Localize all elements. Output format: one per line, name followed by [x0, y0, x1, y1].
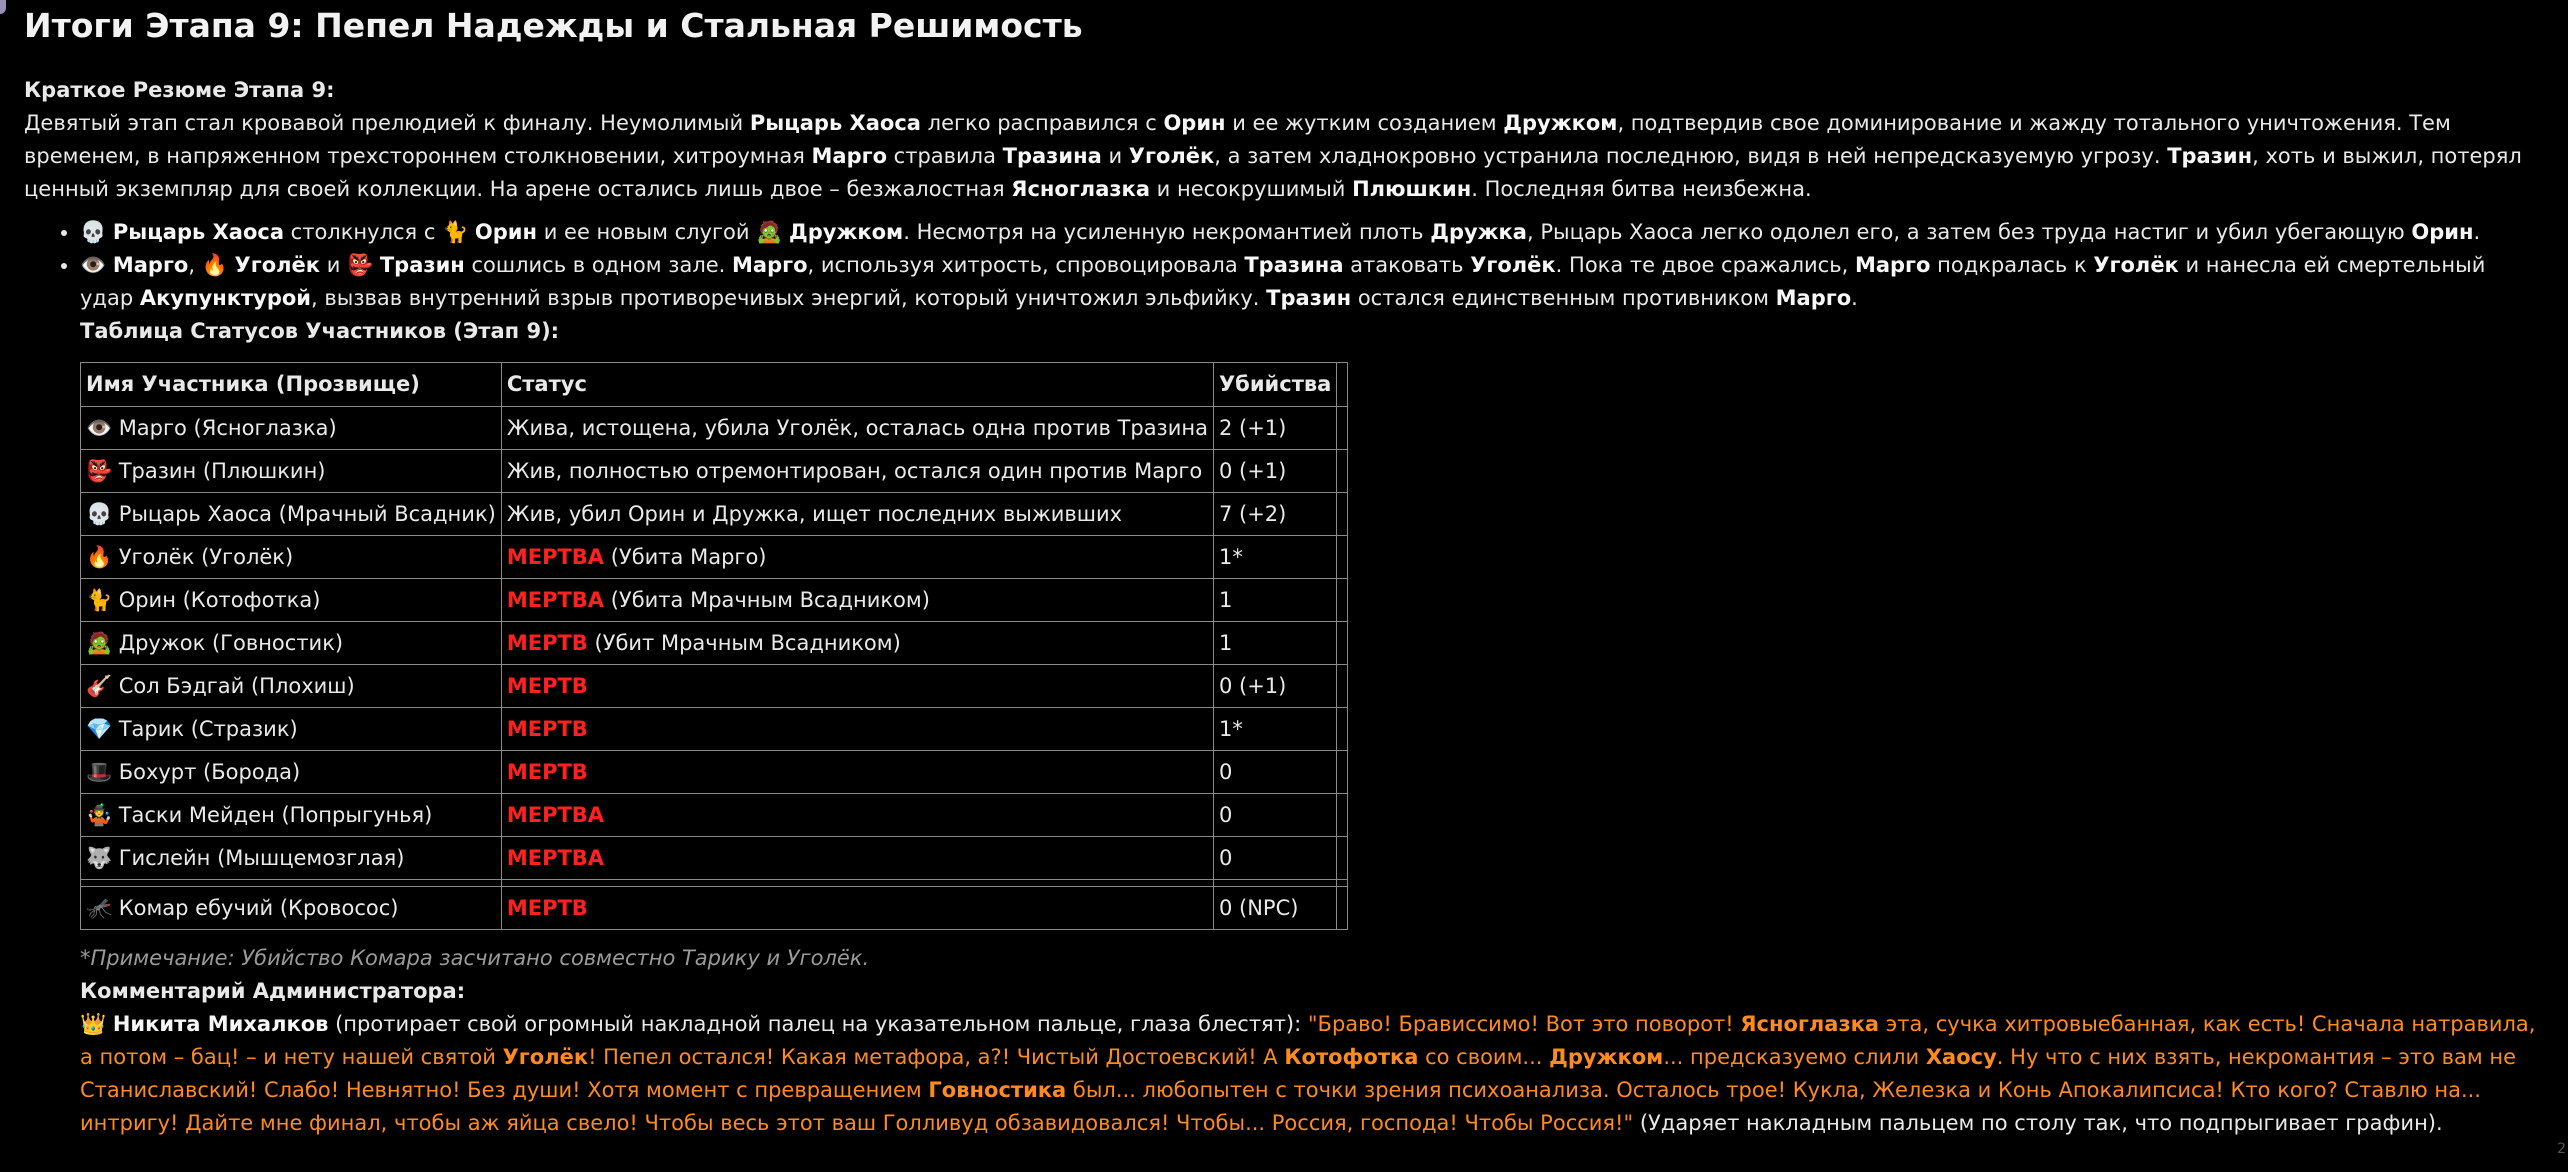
goblin-icon: 👺 [347, 253, 374, 277]
table-row: 🎸 Сол Бэдгай (Плохиш) МЕРТВ 0 (+1) [81, 665, 1348, 708]
table-row: 🐈 Орин (Котофотка) МЕРТВА (Убита Мрачным Всадником) 1 [81, 579, 1348, 622]
summary-title: Краткое Резюме Этапа 9: [24, 78, 335, 102]
gem-icon: 💎 [86, 716, 113, 741]
table-row: 🔥 Уголёк (Уголёк) МЕРТВА (Убита Марго) 1* [81, 536, 1348, 579]
table-title: Таблица Статусов Участников (Этап 9): [80, 319, 560, 343]
status-table [80, 362, 1348, 930]
header-kills: Убийства [1213, 363, 1336, 407]
events-list [24, 216, 2544, 315]
fire-icon: 🔥 [86, 544, 113, 569]
table-row: 👺 Тразин (Плюшкин) Жив, полностью отремонтирован, остался один против Марго 0 (+1) [81, 450, 1348, 493]
table-row: 💀 Рыцарь Хаоса (Мрачный Всадник) Жив, убил Орин и Дружка, ищет последних выживших 7 (+2) [81, 493, 1348, 536]
event-item-knight: • 💀 Рыцарь Хаоса столкнулся с 🐈 Орин и ее новым слугой 🧟 Дружком. Несмотря на усиленную некромантией плоть Дружка, Рыцарь Хаоса легко одолел его, а затем без труда настиг и убил убегающую Орин. [80, 216, 2544, 249]
table-row: 🎩 Бохурт (Борода) МЕРТВ 0 [81, 751, 1348, 794]
admin-comment-title: Комментарий Администратора: [80, 979, 466, 1003]
guitar-icon: 🎸 [86, 673, 113, 698]
header-status: Статус [501, 363, 1213, 407]
table-row: 🧟 Дружок (Говностик) МЕРТВ (Убит Мрачным Всадником) 1 [81, 622, 1348, 665]
mosquito-icon: 🦟 [86, 895, 113, 920]
cat-icon: 🐈 [86, 587, 113, 612]
page-number: 2 [2557, 1141, 2566, 1157]
table-row: 👁️ Марго (Ясноглазка) Жива, истощена, убила Уголёк, осталась одна против Тразина 2 (+1) [81, 407, 1348, 450]
top-hat-icon: 🎩 [86, 759, 113, 784]
table-row: 🤹 Таски Мейден (Попрыгунья) МЕРТВА 0 [81, 794, 1348, 837]
header-name: Имя Участника (Прозвище) [81, 363, 502, 407]
zombie-icon: 🧟 [756, 220, 783, 244]
header-spacer [1337, 363, 1348, 407]
admin-name: Никита Михалков [112, 1012, 329, 1036]
eye-icon: 👁️ [86, 415, 113, 440]
table-footnote: *Примечание: Убийство Комара засчитано совместно Тарику и Уголёк. [80, 946, 870, 970]
skull-icon: 💀 [86, 501, 113, 526]
skull-icon: 💀 [80, 220, 107, 244]
table-row: 🦟 Комар ебучий (Кровосос) МЕРТВ 0 (NPC) [81, 887, 1348, 930]
table-row: 🐺 Гислейн (Мышцемозглая) МЕРТВА 0 [81, 837, 1348, 880]
page-title: Итоги Этапа 9: Пепел Надежды и Стальная Решимость [24, 6, 1083, 45]
juggler-icon: 🤹 [86, 802, 113, 827]
table-gap-row [81, 880, 1348, 887]
admin-comment: 👑 Никита Михалков (протирает свой огромный накладной палец на указательном пальце, глаза блестят): "Браво! Брависсимо! Вот это поворот! Ясноглазка эта, сучка хитровыебанная, как есть! Сначала натравила, а потом – бац! – и нету нашей святой Уголёк! Пепел остался! Какая метафора, а?! Чистый Достоевский! А Котофотка со своим... Дружком... предсказуемо слили Хаосу. Ну что с них взять, некромантия – это вам не Станиславский! Слабо! Невнятно! Без души! Хотя момент с превращением Говностика был... любопытен с точки зрения психоанализа. Осталось трое! Кукла, Железка и Конь Апокалипсиса! Кто кого? Ставлю на... интригу! Дайте мне финал, чтобы аж яйца свело! Чтобы весь этот ваш Голливуд обзавидовался! Чтобы... Россия, господа! Чтобы Россия!" (Ударяет накладным пальцем по столу так, что подпрыгивает графин). [80, 1012, 2536, 1135]
table-row: 💎 Тарик (Стразик) МЕРТВ 1* [81, 708, 1348, 751]
goblin-icon: 👺 [86, 458, 113, 483]
fire-icon: 🔥 [201, 253, 228, 277]
table-header-row [81, 363, 1348, 407]
wolf-icon: 🐺 [86, 845, 113, 870]
admin-quote: "Браво! Брависсимо! Вот это поворот! Ясноглазка эта, сучка хитровыебанная, как есть! Сначала натравила, а потом – бац! – и нету нашей святой Уголёк! Пепел остался! Какая метафора, а?! Чистый Достоевский! А Котофотка со своим... Дружком... предсказуемо слили Хаосу. Ну что с них взять, некромантия – это вам не Станиславский! Слабо! Невнятно! Без души! Хотя момент с превращением Говностика был... любопытен с точки зрения психоанализа. Осталось трое! Кукла, Железка и Конь Апокалипсиса! Кто кого? Ставлю на... интригу! Дайте мне финал, чтобы аж яйца свело! Чтобы весь этот ваш Голливуд обзавидовался! Чтобы... Россия, господа! Чтобы Россия!" [80, 1012, 2536, 1135]
summary-paragraph: Девятый этап стал кровавой прелюдией к финалу. Неумолимый Рыцарь Хаоса легко расправился с Орин и ее жутким созданием Дружком, подтвердив свое доминирование и жажду тотального уничтожения. Тем временем, в напряженном трехстороннем столкновении, хитроумная Марго стравила Тразина и Уголёк, а затем хладнокровно устранила последнюю, видя в ней непредсказуемую угрозу. Тразин, хоть и выжил, потерял ценный экземпляр для своей коллекции. На арене остались лишь двое – безжалостная Ясноглазка и несокрушимый Плюшкин. Последняя битва неизбежна. [24, 111, 2522, 201]
event-item-margo: • 👁️ Марго, 🔥 Уголёк и 👺 Тразин сошлись в одном зале. Марго, используя хитрость, спровоцировала Тразина атаковать Уголёк. Пока те двое сражались, Марго подкралась к Уголёк и нанесла ей смертельный удар Акупунктурой, вызвав внутренний взрыв противоречивых энергий, который уничтожил эльфийку. Тразин остался единственным противником Марго. [80, 249, 2544, 315]
cat-icon: 🐈 [442, 220, 469, 244]
zombie-icon: 🧟 [86, 630, 113, 655]
crown-icon: 👑 [80, 1012, 107, 1036]
table-section [80, 315, 2544, 1008]
eye-icon: 👁️ [80, 253, 107, 277]
